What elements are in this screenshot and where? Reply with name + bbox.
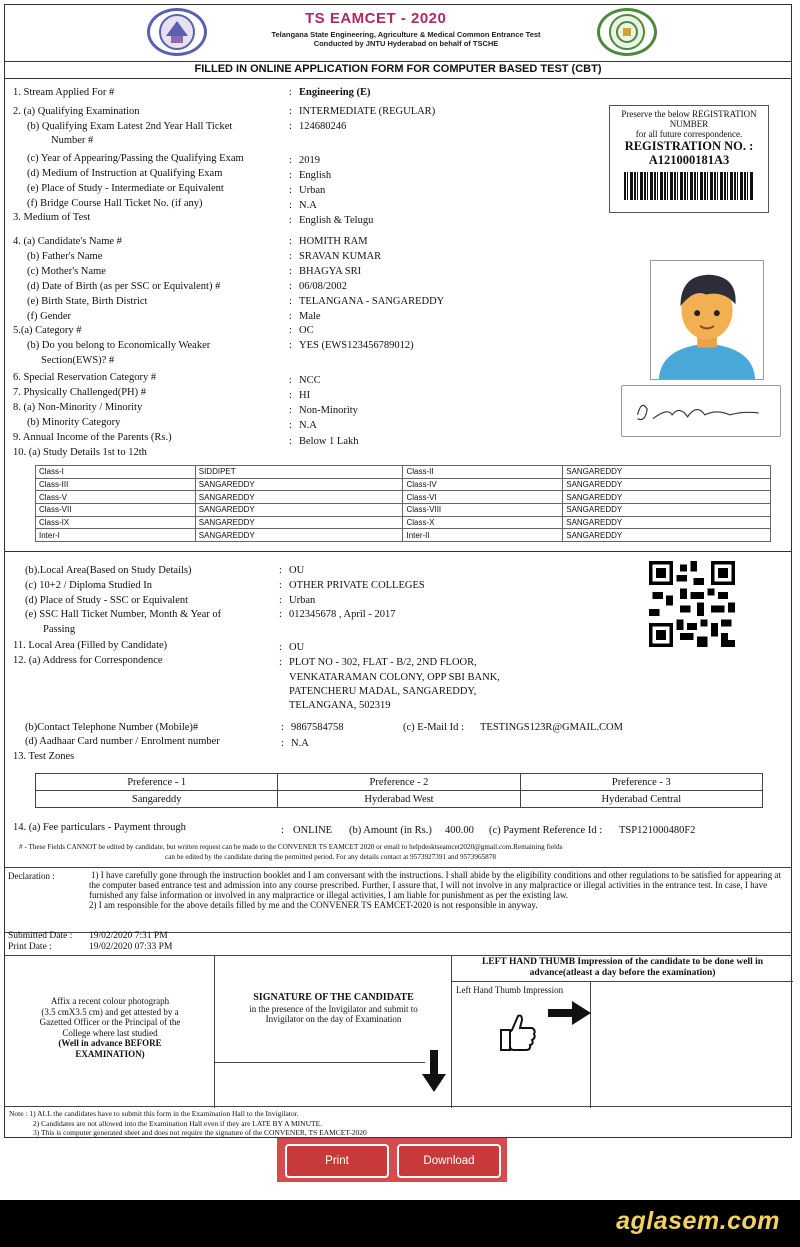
address-line: VENKATARAMAN COLONY, OPP SBI BANK,: [289, 672, 500, 683]
field-colon: :: [279, 609, 282, 620]
field-colon: :: [289, 281, 292, 292]
field-colon: :: [289, 170, 292, 181]
thumb-impression-box: LEFT HAND THUMB Impression of the candidate to be done well in advance(atleast a day before the examination) Left Hand Thumb Impression: [452, 956, 793, 1108]
thumb-label: Left Hand Thumb Impression: [456, 985, 564, 995]
field-value: TELANGANA - SANGAREDDY: [299, 296, 445, 307]
field-value: NCC: [299, 375, 321, 386]
table-cell: SANGAREDDY: [563, 529, 771, 542]
field-label: 1. Stream Applied For #: [13, 87, 115, 98]
table-row: [36, 529, 771, 542]
field-label: 7. Physically Challenged(PH) #: [13, 387, 146, 398]
field-value: OU: [289, 642, 305, 653]
field-colon: :: [289, 106, 292, 117]
action-bar: [277, 1138, 507, 1182]
note-3: 3) This is computer generated sheet and does not require the signature of the CONVENER, TS EAMCET-2020: [33, 1128, 367, 1137]
field-colon: :: [289, 375, 292, 386]
field-colon: :: [289, 436, 292, 447]
field-label: (b) Qualifying Exam Latest 2nd Year Hall Ticket: [27, 121, 233, 132]
field-colon: :: [279, 580, 282, 591]
arrow-right-icon: [548, 1000, 592, 1026]
table-cell: Class-V: [36, 491, 196, 504]
thumbs-up-icon: [498, 1010, 538, 1054]
exam-subtitle: Telangana State Engineering, Agriculture & Medical Common Entrance Test Conducted by JNTU Hyderabad on behalf of TSCHE: [271, 30, 541, 48]
footer: [0, 1200, 800, 1247]
field-label: (d) Place of Study - SSC or Equivalent: [25, 595, 189, 606]
declaration-section: Declaration : 1) I have carefully gone through the instruction booklet and I am conversant with the instructions. I shall abide by the eligibility conditions and other regulations to be satisfied for appearing at the computer based entrance test and admission into any course prescribed. Further, I assure that, I will not involve in any malpractice or illegal activities in the entrance test. In case, I have furnished any false information or involved in any malpractice or illegal activities, I am liable for punishment as per the existing law. 2) I am responsible for the above details filled by me and the CONVENER TS EAMCET-2020 is not responsible in anyway.: [5, 867, 791, 933]
field-value: 124680246: [299, 121, 347, 132]
field-colon: :: [289, 236, 292, 247]
field-label: (f) Gender: [27, 311, 72, 322]
registration-number: A121000181A3: [648, 153, 730, 167]
table-cell: SANGAREDDY: [195, 529, 403, 542]
field-value: 2019: [299, 155, 320, 166]
field-colon: :: [279, 642, 282, 653]
field-value: OTHER PRIVATE COLLEGES: [289, 580, 425, 591]
field-label: (c) Year of Appearing/Passing the Qualifying Exam: [27, 153, 244, 164]
address-line: TELANGANA, 502319: [289, 700, 391, 711]
field-label: (b) Minority Category: [27, 417, 121, 428]
table-cell: SANGAREDDY: [563, 504, 771, 517]
field-label: 11. Local Area (Filled by Candidate): [13, 640, 168, 651]
field-label: (b).Local Area(Based on Study Details): [25, 565, 192, 576]
table-cell: SANGAREDDY: [195, 516, 403, 529]
field-label: (d) Date of Birth (as per SSC or Equivalent) #: [27, 281, 221, 292]
table-cell: SANGAREDDY: [195, 491, 403, 504]
field-label: (b) Father's Name: [27, 251, 103, 262]
table-cell: Class-VI: [403, 491, 563, 504]
table-cell: SANGAREDDY: [563, 478, 771, 491]
mobile-value: 9867584758: [291, 722, 344, 733]
section-divider: [5, 551, 791, 558]
declaration-text-1: 1) I have carefully gone through the instruction booklet and I am conversant with the instructions. I shall abide by the eligibility conditions and other regulations to be satisfied for appearing at the computer based entrance test and admission into any course prescribed. Further, I assure that, I will not involve in any malpractice or illegal activities in the entrance test. In case, I have furnished any false information or involved in any malpractice or illegal activities, I am liable for punishment as per the existing law.: [89, 870, 781, 900]
field-value: Male: [299, 311, 321, 322]
test-zones-label: 13. Test Zones: [13, 751, 75, 762]
table-row: [36, 516, 771, 529]
field-label: (f) Bridge Course Hall Ticket No. (if any): [27, 198, 203, 209]
tsche-logo-icon: [597, 8, 657, 56]
field-label: 5.(a) Category #: [13, 325, 82, 336]
table-row: [36, 491, 771, 504]
field-colon: :: [289, 251, 292, 262]
field-value: Urban: [289, 595, 316, 606]
field-label: (d) Medium of Instruction at Qualifying Exam: [27, 168, 223, 179]
note-1: Note : 1) ALL the candidates have to submit this form in the Examination Hall to the Invigilator.: [9, 1109, 299, 1118]
aadhaar-value: N.A: [291, 738, 309, 749]
table-cell: Inter-I: [36, 529, 196, 542]
field-label: (c) 10+2 / Diploma Studied In: [25, 580, 152, 591]
print-date: 19/02/2020 07:33 PM: [89, 942, 173, 952]
download-button[interactable]: Download: [397, 1144, 501, 1178]
field-colon: :: [289, 185, 292, 196]
field-colon: :: [289, 340, 292, 351]
field-label: 2. (a) Qualifying Examination: [13, 106, 140, 117]
field-label: 12. (a) Address for Correspondence: [13, 655, 163, 666]
signature-box: SIGNATURE OF THE CANDIDATE in the presence of the Invigilator and submit to Invigilator on the day of Examination: [215, 956, 452, 1108]
study-details-table: [35, 465, 771, 542]
field-value: 012345678 , April - 2017: [289, 609, 396, 620]
field-colon: :: [289, 405, 292, 416]
field-label: Number #: [51, 135, 94, 146]
table-cell: SANGAREDDY: [195, 504, 403, 517]
field-value: N.A: [299, 420, 317, 431]
zone-header-1: Preference - 1: [36, 774, 278, 791]
field-value: BHAGYA SRI: [299, 266, 362, 277]
field-value: N.A: [299, 200, 317, 211]
zone-value-1: Sangareddy: [36, 791, 278, 808]
table-cell: Class-I: [36, 466, 196, 479]
qr-code: [649, 561, 735, 647]
field-label: Passing: [43, 624, 76, 635]
field-label: (c) Mother's Name: [27, 266, 106, 277]
field-value: OC: [299, 325, 314, 336]
field-label: 9. Annual Income of the Parents (Rs.): [13, 432, 172, 443]
table-cell: SANGAREDDY: [195, 478, 403, 491]
field-colon: :: [289, 121, 292, 132]
submitted-date: 19/02/2020 7:31 PM: [89, 931, 168, 941]
barcode: [624, 172, 754, 200]
field-colon: :: [289, 420, 292, 431]
field-colon: :: [289, 215, 292, 226]
table-cell: Inter-II: [403, 529, 563, 542]
table-row: [36, 466, 771, 479]
table-cell: SIDDIPET: [195, 466, 403, 479]
table-cell: SANGAREDDY: [563, 491, 771, 504]
table-cell: Class-III: [36, 478, 196, 491]
field-colon: :: [289, 390, 292, 401]
field-label: 3. Medium of Test: [13, 212, 91, 223]
field-colon: :: [289, 200, 292, 211]
field-colon: :: [289, 155, 292, 166]
field-value: English: [299, 170, 332, 181]
field-colon: :: [279, 657, 282, 668]
field-value: Urban: [299, 185, 326, 196]
email-value: TESTINGS123R@GMAIL.COM: [480, 722, 623, 733]
field-value: Below 1 Lakh: [299, 436, 359, 447]
field-value: HOMITH RAM: [299, 236, 368, 247]
table-cell: Class-X: [403, 516, 563, 529]
field-label: 8. (a) Non-Minority / Minority: [13, 402, 143, 413]
field-colon: :: [289, 296, 292, 307]
table-cell: SANGAREDDY: [563, 466, 771, 479]
field-label: (e) Birth State, Birth District: [27, 296, 148, 307]
field-label: 6. Special Reservation Category #: [13, 372, 157, 383]
field-colon: :: [289, 311, 292, 322]
form-banner: FILLED IN ONLINE APPLICATION FORM FOR COMPUTER BASED TEST (CBT): [5, 61, 791, 79]
declaration-text-2: 2) I am responsible for the above details filled by me and the CONVENER TS EAMCET-2020 is not responsible in anyway.: [89, 900, 538, 910]
field-label: (b) Do you belong to Economically Weaker: [27, 340, 211, 351]
notes-section: [5, 1107, 791, 1139]
table-cell: SANGAREDDY: [563, 516, 771, 529]
print-button[interactable]: Print: [285, 1144, 389, 1178]
field-value: Non-Minority: [299, 405, 358, 416]
arrow-down-icon: [421, 1050, 447, 1094]
field-colon: :: [279, 565, 282, 576]
field-value: Engineering (E): [299, 87, 371, 98]
table-cell: Class-VIII: [403, 504, 563, 517]
table-cell: Class-IX: [36, 516, 196, 529]
zone-header-2: Preference - 2: [278, 774, 520, 791]
mobile-label: (b)Contact Telephone Number (Mobile)#: [25, 722, 199, 733]
table-cell: Class-IV: [403, 478, 563, 491]
fee-amount-label: (b) Amount (in Rs.): [349, 825, 432, 836]
field-value: OU: [289, 565, 305, 576]
photo-attestation-box: Affix a recent colour photograph (3.5 cmX3.5 cm) and get attested by a Gazetted Officer or the Principal of the College where last studied (Well in advance BEFORE EXAMINATION): [5, 956, 215, 1108]
field-colon: :: [289, 325, 292, 336]
address-line: PATENCHERU MADAL, SANGAREDDY,: [289, 686, 477, 697]
fee-mode: ONLINE: [293, 825, 333, 836]
payment-ref-label: (c) Payment Reference Id :: [489, 825, 603, 836]
field-label: (e) SSC Hall Ticket Number, Month & Year of: [25, 609, 222, 620]
field-value: INTERMEDIATE (REGULAR): [299, 106, 436, 117]
field-value: YES (EWS123456789012): [299, 340, 414, 351]
zone-header-3: Preference - 3: [520, 774, 762, 791]
payment-ref: TSP121000480F2: [619, 825, 696, 836]
application-form: TS EAMCET - 2020 Telangana State Engineering, Agriculture & Medical Common Entrance Test Conducted by JNTU Hyderabad on behalf of TSCHE FILLED IN ONLINE APPLICATION FORM FOR COMPUTER BASED TEST (CBT) 1. Stream Applied For # : Engineering (E) 2. (a) Qualifying Examination : INTERMEDIATE (REGULAR) (b) Qualifying Exam Latest 2nd Year Hall Ticket : 124680246 Number # (c) Year of Appearing/Passing the Qualifying Exam : 2019 (d) Medium of Instruction at Qualifying Exam : English (e) Place of Study - Intermediate or Equivalent : Urban (f) Bridge Course Hall Ticket No. (if any) : N.A 3. Medium of Test : English & Telugu 4. (a) Candidate's Name # : HOMITH RAM (b) Father's Name : SRAVAN KUMAR (c) Mother's Name : BHAGYA SRI (d) Date of Birth (as per SSC or Equivalent) # : 06/08/2002 (e) Birth State, Birth District : TELANGANA - SANGAREDDY (f) Gender : Male 5.(a) Category # : OC (b) Do you belong to Economically Weaker : YES (EWS123456789012) Section(EWS)? # 6. Special Reservation Category # : NCC 7. Physically Challenged(PH) # : HI 8. (a) Non-Minority / Minority : Non-Minority (b) Minority Category : N.A 9. Annual Income of the Parents (Rs.) : Below 1 Lakh 10. (a) Study Details 1st to 12th Preserve the below REGISTRATION NUMBER for all future correspondence. REGISTRATION NO. : A121000181A3 Class-I SIDDIPET Class-II SANGAREDDY Class-III SANGAREDDY Class-IV SANGAREDDY Class-V SANGAREDDY Class-VI SANGAREDDY Class-VII SANGAREDDY Class-VIII SANGAREDDY Class-IX SANGAREDDY Class-X SANGAREDDY Inter-I SANGAREDDY Inter-II SANGAREDDY (b).Local Area(Based on Study Details) : OU (c) 10+2 / Diploma Studied In : OTHER PRIVATE COLLEGES (d) Place of Study - SSC or Equivalent : Urban (e) SSC Hall Ticket Number, Month & Year of : 012345678 , April - 2017 Passing 11. Local Area (Filled by Candidate) : OU 12. (a) Address for Correspondence : PLOT NO - 302, FLAT - B/2, 2ND FLOOR, VENKATARAMAN COLONY, OPP SBI BANK, PATENCHERU MADAL, SANGAREDDY, TELANGANA, 502319 (b)Contact Telephone Number (Mobile)# : 9867584758 (c) E-Mail Id : TESTINGS123R@GMAIL.COM (d) Aadhaar Card number / Enrolment number : N.A 13. Test Zones Preference - 1 Preference - 2 Preference - 3 Sangareddy Hyderabad West Hyderabad Central 14. (a) Fee particulars - Payment through : ONLINE (b) Amount (in Rs.) 400.00 (c) Payment Reference Id : TSP121000480F2 # - These Fields CANNOT be edited by candidate, but written request can be made to the CONVENER TS EAMCET 2020 or email to helpdesktseamcet2020@gmail.com.Remaining fields can be edited by the candidate during the permitted period. For any details contact at 9573927391 and 9573965878 Declaration : 1) I have carefully gone through the instruction booklet and I am conversant with the instructions. I shall abide by the eligibility conditions and other regulations to be satisfied for appearing at the computer based entrance test and admission into any course prescribed. Further, I assure that, I will not involve in any malpractice or illegal activities in the entrance test. In case, I have furnished any false information or involved in any malpractice or illegal activities, I am liable for punishment as per the existing law. 2) I am responsible for the above details filled by me and the CONVENER TS EAMCET-2020 is not responsible in anyway. Submitted Date : 19/02/2020 7:31 PM Print Date : 19/02/2020 07:33 PM Affix a recent colour photograph (3.5 cmX3.5 cm) and get attested by a Gazetted Officer or the Principal of the College where last studied (Well in advance BEFORE EXAMINATION) SIGNATURE OF THE CANDIDATE in the presence of the Invigilator and submit to Invigilator on the day of Examination LEFT HAND THUMB Impression of the candidate to be done well in advance(atleast a day before the examination) Left Hand Thumb Impression Note : 1) ALL the candidates have to submit this form in the Examination Hall to the Invigilator. 2) Candidates are not allowed into the Examination Hall even if they are LATE BY A MINUTE. 3) This is computer generated sheet and does not require the signature of the CONVENER, TS EAMCET-2020: [4, 4, 792, 1138]
registration-box: Preserve the below REGISTRATION NUMBER for all future correspondence. REGISTRATION NO. : A121000181A3: [609, 105, 769, 213]
attestation-boxes: [5, 955, 791, 1107]
field-value: English & Telugu: [299, 215, 374, 226]
aadhaar-label: (d) Aadhaar Card number / Enrolment number: [25, 736, 220, 747]
candidate-signature: [621, 385, 781, 437]
field-value: SRAVAN KUMAR: [299, 251, 382, 262]
field-label: (e) Place of Study - Intermediate or Equivalent: [27, 183, 224, 194]
candidate-photo: [650, 260, 764, 380]
field-label: Section(EWS)? #: [41, 355, 115, 366]
field-label: 4. (a) Candidate's Name #: [13, 236, 122, 247]
exam-title: TS EAMCET - 2020: [305, 10, 447, 27]
email-label: (c) E-Mail Id :: [403, 722, 464, 733]
note-2: 2) Candidates are not allowed into the Examination Hall even if they are LATE BY A MINUTE.: [33, 1118, 323, 1128]
table-row: [36, 478, 771, 491]
zone-value-3: Hyderabad Central: [520, 791, 762, 808]
fee-note: # - These Fields CANNOT be edited by candidate, but written request can be made to the CONVENER TS EAMCET 2020 or email to helpdesktseamcet2020@gmail.com.Remaining fields: [19, 843, 563, 851]
table-row: [36, 504, 771, 517]
table-cell: Class-II: [403, 466, 563, 479]
jntu-logo-icon: [147, 8, 207, 56]
field-colon: :: [289, 266, 292, 277]
field-value: PLOT NO - 302, FLAT - B/2, 2ND FLOOR,: [289, 657, 477, 668]
zone-value-2: Hyderabad West: [278, 791, 520, 808]
fee-label: 14. (a) Fee particulars - Payment through: [13, 822, 186, 833]
form-header: [5, 5, 791, 61]
table-cell: Class-VII: [36, 504, 196, 517]
field-value: 06/08/2002: [299, 281, 347, 292]
field-colon: :: [289, 87, 292, 98]
brand-logo: aglasem.com: [616, 1207, 780, 1235]
fee-amount: 400.00: [445, 825, 474, 836]
test-zones-table: [35, 773, 763, 808]
field-label: 10. (a) Study Details 1st to 12th: [13, 447, 147, 458]
field-colon: :: [279, 595, 282, 606]
field-value: HI: [299, 390, 311, 401]
